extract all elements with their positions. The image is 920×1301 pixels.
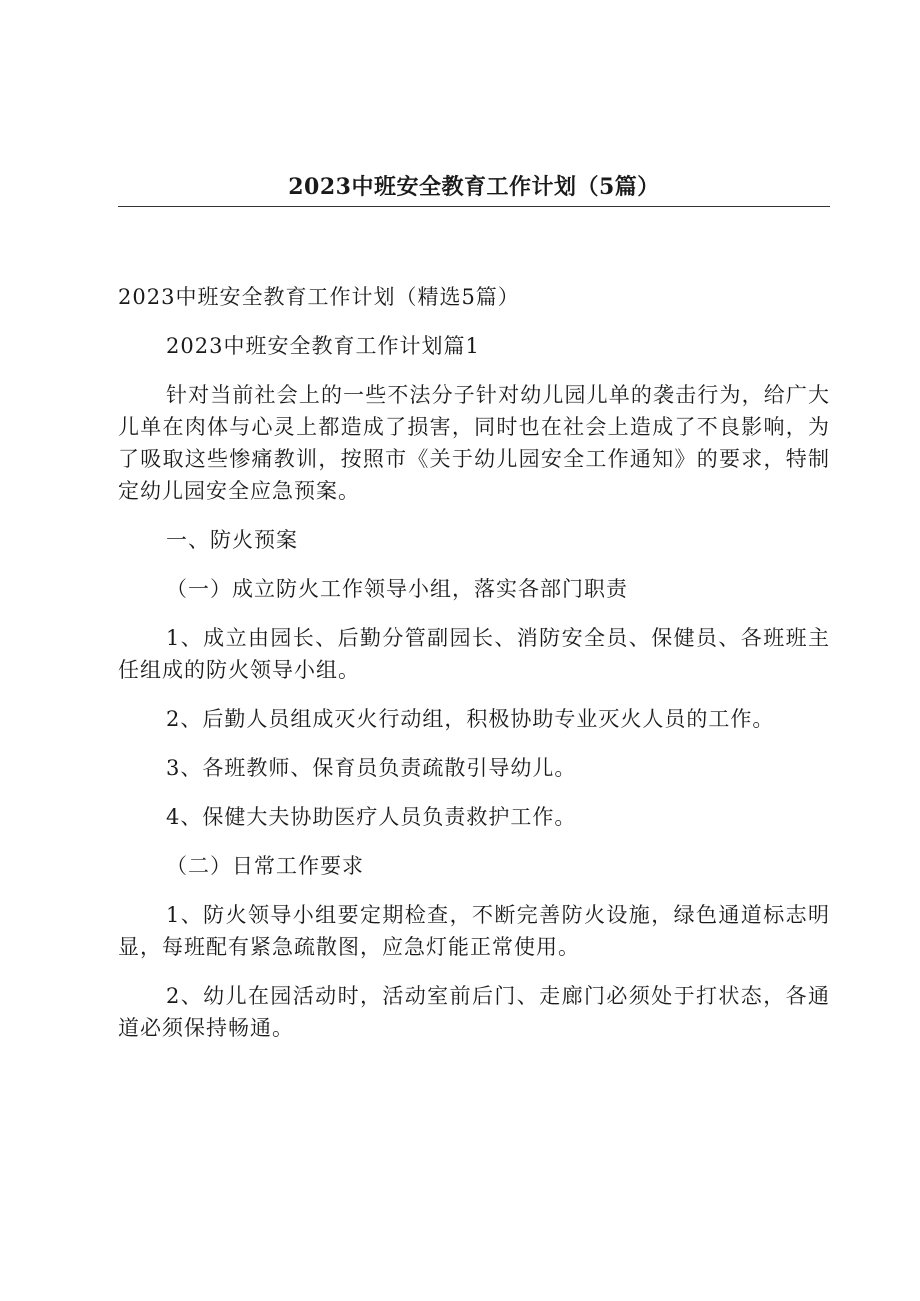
- paragraph-subheading-1: （一）成立防火工作领导小组，落实各部门职责: [166, 577, 628, 601]
- document-title: 2023中班安全教育工作计划（5篇）: [288, 174, 660, 200]
- paragraph-section-heading: 2023中班安全教育工作计划篇1: [166, 334, 480, 358]
- paragraph-item: 1、成立由园长、后勤分管副园长、消防安全员、保健员、各班班主任组成的防火领导小组。: [118, 626, 830, 682]
- paragraph-preamble: 针对当前社会上的一些不法分子针对幼儿园儿单的袭击行为，给广大儿单在肉体与心灵上都造成了损害，同时也在社会上造成了不良影响，为了吸取这些惨痛教训，按照市《关于幼儿园安全工作通知》的要求，特制定幼儿园安全应急预案。: [118, 383, 830, 503]
- paragraph-item: 3、各班教师、保育员负责疏散引导幼儿。: [166, 756, 577, 780]
- paragraph-item: 2、后勤人员组成灭火行动组，积极协助专业灭火人员的工作。: [166, 707, 775, 731]
- paragraph-item: 1、防火领导小组要定期检查，不断完善防火设施，绿色通道标志明显，每班配有紧急疏散图，应急灯能正常使用。: [118, 903, 830, 959]
- paragraph-item: 2、幼儿在园活动时，活动室前后门、走廊门必须处于打状态，各通道必须保持畅通。: [118, 984, 830, 1040]
- paragraph-item: 4、保健大夫协助医疗人员负责救护工作。: [166, 805, 577, 829]
- paragraph-subheading-2: （二）日常工作要求: [166, 854, 364, 878]
- document-body: [118, 281, 830, 1061]
- paragraph-heading-fire-plan: 一、防火预案: [166, 528, 298, 552]
- title-underline: [118, 206, 830, 207]
- paragraph-intro: 2023中班安全教育工作计划（精选5篇）: [118, 285, 520, 309]
